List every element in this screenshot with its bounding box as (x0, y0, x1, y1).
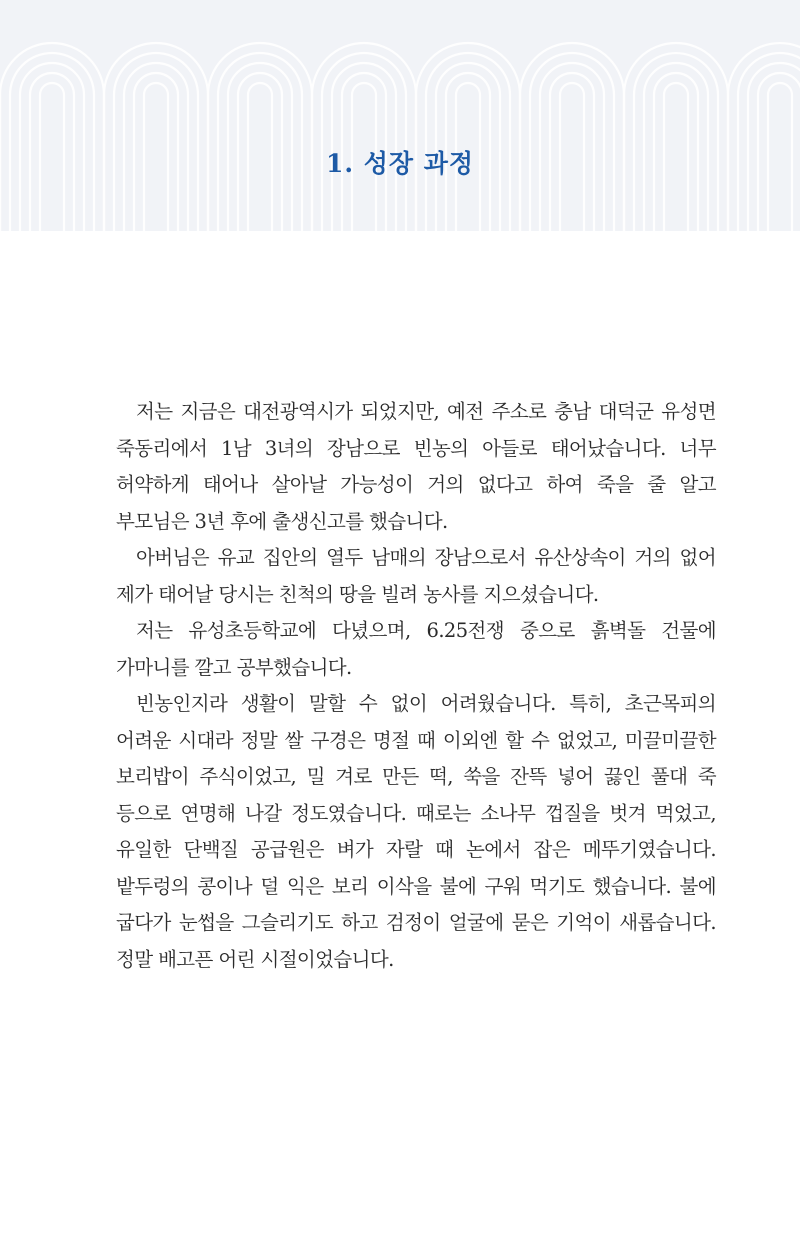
body-text (116, 394, 716, 978)
paragraph: 저는 유성초등학교에 다녔으며, 6.25전쟁 중으로 흙벽돌 건물에 가마니를 깔고 공부했습니다. (116, 619, 716, 679)
arch-line (104, 43, 208, 231)
paragraph: 아버님은 유교 집안의 열두 남매의 장남으로서 유산상속이 거의 없어 제가 태어날 당시는 친척의 땅을 빌려 농사를 지으셨습니다. (116, 546, 716, 606)
chapter-header-banner (0, 0, 800, 231)
arch-line (416, 43, 520, 231)
arch-line (0, 43, 104, 231)
arch-line (312, 43, 416, 231)
arch-pattern-background (0, 0, 800, 231)
arch-line (520, 43, 624, 231)
arch-line (624, 43, 728, 231)
arch-line (208, 43, 312, 231)
paragraph: 저는 지금은 대전광역시가 되었지만, 예전 주소로 충남 대덕군 유성면 죽동리에서 1남 3녀의 장남으로 빈농의 아들로 태어났습니다. 너무 허약하게 태어나 살아날 가능성이 거의 없다고 하여 죽을 줄 알고 부모님은 3년 후에 출생신고를 했습니다. (116, 400, 716, 533)
paragraph: 빈농인지라 생활이 말할 수 없이 어려웠습니다. 특히, 초근목피의 어려운 시대라 정말 쌀 구경은 명절 때 이외엔 할 수 없었고, 미끌미끌한 보리밥이 주식이었고, 밀 겨로 만든 떡, 쑥을 잔뜩 넣어 끓인 풀대 죽 등으로 연명해 나갈 정도였습니다. 때로는 소나무 껍질을 벗겨 먹었고, 유일한 단백질 공급원은 벼가 자랄 때 논에서 잡은 메뚜기였습니다. 밭두렁의 콩이나 덜 익은 보리 이삭을 불에 구워 먹기도 했습니다. 불에 굽다가 눈썹을 그슬리기도 하고 검정이 얼굴에 묻은 기억이 새롭습니다. 정말 배고픈 어린 시절이었습니다. (116, 692, 716, 971)
chapter-title: 1. 성장 과정 (325, 149, 475, 178)
